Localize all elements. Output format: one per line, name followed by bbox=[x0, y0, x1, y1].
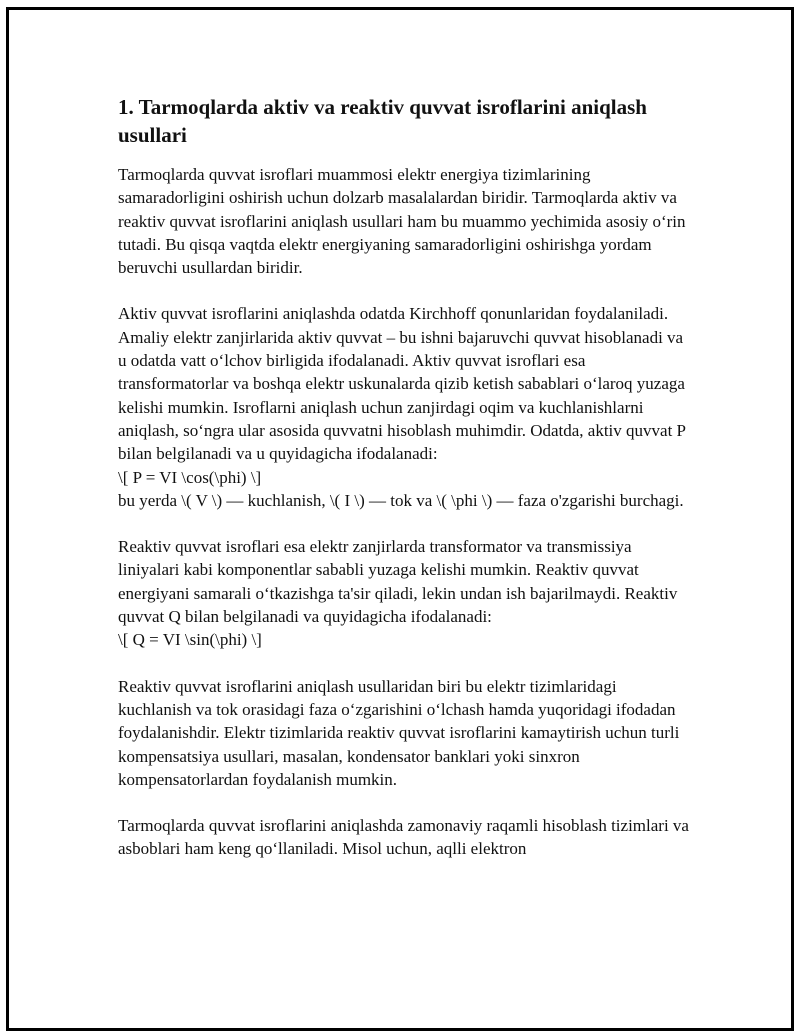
paragraph-text: Tarmoqlarda quvvat isroflarini aniqlashda zamonaviy raqamli hisoblash tizimlari va asboblari ham keng qoʻllaniladi. Misol uchun, aqlli elektron bbox=[118, 816, 689, 859]
paragraph-reactive-methods bbox=[118, 675, 693, 791]
paragraph-text: Aktiv quvvat isroflarini aniqlashda odatda Kirchhoff qonunlaridan foydalaniladi. Amaliy elektr zanjirlarida aktiv quvvat – bu ishni bajaruvchi quvvat hisoblanadi va u odatda vatt oʻlchov birligida ifodalanadi. Aktiv quvvat isroflari esa transformatorlar va boshqa elektr uskunalarda qizib ketish sabablari oʻlaroq yuzaga kelishi mumkin. Isroflarni aniqlash uchun zanjirdagi oqim va kuchlanishlarni aniqlash, soʻngra ular asosida quvvatni hisoblash muhimdir. Odatda, aktiv quvvat P bilan belgilanadi va u quyidagicha ifodalanadi: bbox=[118, 304, 686, 464]
paragraph-reactive-power bbox=[118, 535, 693, 651]
paragraph-active-power bbox=[118, 302, 693, 512]
formula-explanation: bu yerda \( V \) — kuchlanish, \( I \) — tok va \( \phi \) — faza o'zgarishi burchagi. bbox=[118, 490, 684, 510]
formula-reactive-power: \[ Q = VI \sin(\phi) \] bbox=[118, 630, 262, 650]
paragraph-digital-tools bbox=[118, 814, 693, 861]
formula-active-power: \[ P = VI \cos(\phi) \] bbox=[118, 467, 262, 487]
paragraph-text: Reaktiv quvvat isroflarini aniqlash usullaridan biri bu elektr tizimlaridagi kuchlanish va tok orasidagi faza oʻzgarishini oʻlchash hamda yuqoridagi ifodadan foydalanishdir. Elektr tizimlarida reaktiv quvvat isroflarini kamaytirish uchun turli kompensatsiya usullari, masalan, kondensator banklari yoki sinxron kompensatorlardan foydalanish mumkin. bbox=[118, 676, 680, 789]
document-body bbox=[118, 93, 693, 884]
section-heading: 1. Tarmoqlarda aktiv va reaktiv quvvat isroflarini aniqlash usullari bbox=[118, 95, 647, 147]
paragraph-intro bbox=[118, 163, 693, 279]
paragraph-text: Reaktiv quvvat isroflari esa elektr zanjirlarda transformator va transmissiya liniyalari kabi komponentlar sababli yuzaga kelishi mumkin. Reaktiv quvvat energiyani samarali oʻtkazishga ta'sir qiladi, lekin undan ish bajarilmaydi. Reaktiv quvvat Q bilan belgilanadi va quyidagicha ifodalanadi: bbox=[118, 537, 678, 627]
paragraph-text: Tarmoqlarda quvvat isroflari muammosi elektr energiya tizimlarining samaradorligini oshirish uchun dolzarb masalalardan biridir. Tarmoqlarda aktiv va reaktiv quvvat isroflarini aniqlash usullari ham bu muammo yechimida asosiy oʻrin tutadi. Bu qisqa vaqtda elektr energiyaning samaradorligini oshirishga yordam beruvchi usullardan biridir. bbox=[118, 165, 686, 278]
